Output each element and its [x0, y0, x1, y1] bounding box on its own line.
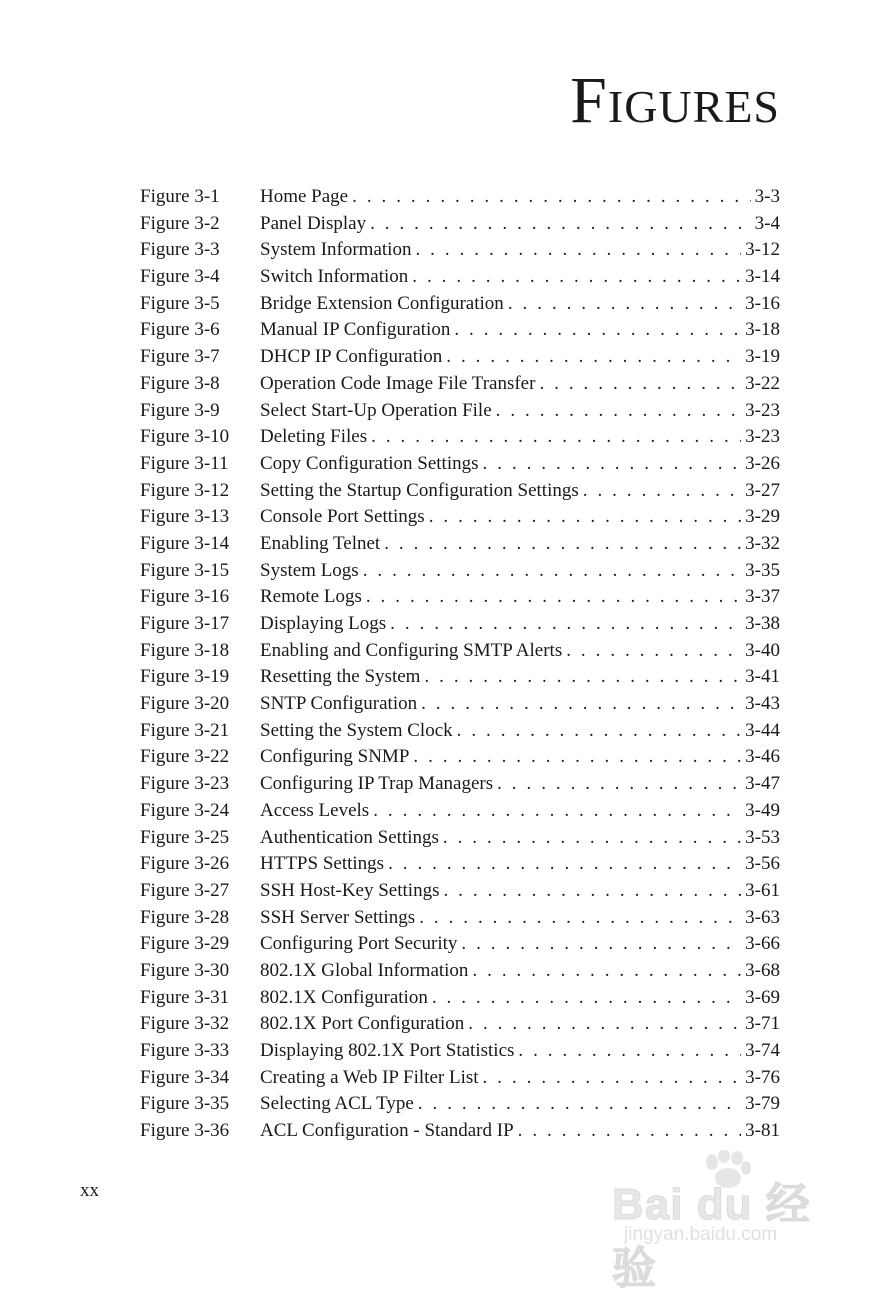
- figure-title[interactable]: Console Port Settings: [260, 506, 425, 528]
- figure-page: 3-26: [745, 452, 780, 474]
- figure-title[interactable]: System Logs: [260, 559, 359, 581]
- figure-entry[interactable]: [140, 560, 780, 587]
- figure-entry[interactable]: [140, 186, 780, 213]
- figure-number: Figure 3-21: [140, 719, 230, 741]
- baidu-watermark: [612, 1150, 842, 1293]
- dot-leader: [352, 186, 751, 208]
- figure-title[interactable]: Resetting the System: [260, 666, 421, 688]
- page-title: Figures: [570, 64, 780, 137]
- figure-number: Figure 3-28: [140, 906, 230, 928]
- figure-title[interactable]: Copy Configuration Settings: [260, 452, 479, 474]
- figure-number: Figure 3-30: [140, 959, 230, 981]
- figure-page: 3-47: [745, 773, 780, 795]
- figure-number: Figure 3-22: [140, 746, 230, 768]
- figure-entry[interactable]: [140, 640, 780, 667]
- figure-number: Figure 3-34: [140, 1066, 230, 1088]
- figure-number: Figure 3-26: [140, 853, 230, 875]
- figure-page: 3-38: [745, 613, 780, 634]
- dot-leader: [429, 506, 741, 528]
- figure-title[interactable]: Displaying 802.1X Port Statistics: [260, 1040, 515, 1061]
- figure-entry[interactable]: [140, 853, 780, 880]
- dot-leader: [413, 746, 741, 768]
- figure-title[interactable]: Configuring IP Trap Managers: [260, 773, 494, 795]
- figure-page: 3-68: [745, 959, 780, 981]
- figure-list: [140, 186, 780, 1147]
- figure-title[interactable]: Home Page: [260, 186, 349, 207]
- figure-title[interactable]: Creating a Web IP Filter List: [260, 1066, 479, 1088]
- figure-title[interactable]: SSH Server Settings: [260, 906, 416, 928]
- figure-title[interactable]: ACL Configuration - Standard IP: [260, 1120, 514, 1142]
- dot-leader: [468, 1013, 741, 1035]
- figure-number: Figure 3-25: [140, 826, 230, 848]
- figure-page: 3-37: [745, 586, 780, 608]
- dot-leader: [461, 933, 741, 955]
- figure-number: Figure 3-10: [140, 426, 230, 448]
- figure-title[interactable]: Operation Code Image File Transfer: [260, 372, 536, 394]
- figure-title[interactable]: Switch Information: [260, 266, 409, 288]
- figure-title[interactable]: Setting the System Clock: [260, 719, 453, 741]
- dot-leader: [432, 987, 741, 1009]
- figure-number: Figure 3-6: [140, 319, 220, 341]
- dot-leader: [496, 400, 742, 422]
- figure-entry[interactable]: [140, 1040, 780, 1067]
- dot-leader: [390, 613, 741, 635]
- figure-page: 3-76: [745, 1066, 780, 1088]
- figure-title[interactable]: Manual IP Configuration: [260, 319, 451, 341]
- figure-number: Figure 3-1: [140, 186, 220, 207]
- dot-leader: [371, 426, 741, 448]
- figure-number: Figure 3-9: [140, 399, 220, 421]
- figure-number: Figure 3-23: [140, 773, 230, 795]
- figure-entry[interactable]: [140, 426, 780, 453]
- figure-entry[interactable]: [140, 613, 780, 640]
- watermark-url: jingyan.baidu.com: [624, 1224, 778, 1245]
- figure-title[interactable]: Panel Display: [260, 212, 367, 234]
- figure-entry[interactable]: [140, 746, 780, 773]
- figure-entry[interactable]: [140, 880, 780, 907]
- figure-entry[interactable]: [140, 506, 780, 533]
- figure-page: 3-35: [745, 559, 780, 581]
- figure-page: 3-23: [745, 399, 780, 421]
- figure-number: Figure 3-11: [140, 452, 229, 474]
- dot-leader: [419, 907, 741, 929]
- figure-number: Figure 3-19: [140, 666, 230, 688]
- figure-entry[interactable]: [140, 987, 780, 1014]
- figure-number: Figure 3-31: [140, 986, 230, 1008]
- dot-leader: [421, 693, 741, 715]
- figure-title[interactable]: System Information: [260, 239, 412, 261]
- figure-page: 3-43: [745, 693, 780, 715]
- figure-page: 3-44: [745, 719, 780, 741]
- figure-title[interactable]: 802.1X Global Information: [260, 959, 469, 981]
- dot-leader: [583, 480, 741, 502]
- figure-page: 3-40: [745, 639, 780, 661]
- dot-leader: [483, 1067, 742, 1089]
- figure-number: Figure 3-16: [140, 586, 230, 608]
- figure-page: 3-27: [745, 479, 780, 501]
- figure-title[interactable]: Bridge Extension Configuration: [260, 292, 504, 314]
- figure-page: 3-46: [745, 746, 780, 768]
- figure-number: Figure 3-32: [140, 1013, 230, 1035]
- dot-leader: [412, 266, 741, 288]
- dot-leader: [388, 853, 741, 875]
- dot-leader: [373, 800, 741, 822]
- figure-title[interactable]: Enabling Telnet: [260, 532, 381, 554]
- figure-entry[interactable]: [140, 1067, 780, 1094]
- dot-leader: [566, 640, 741, 662]
- figure-number: Figure 3-33: [140, 1040, 230, 1061]
- figure-title[interactable]: Configuring SNMP: [260, 746, 410, 768]
- dot-leader: [363, 560, 741, 582]
- dot-leader: [366, 586, 741, 608]
- figure-page: 3-66: [745, 933, 780, 955]
- dot-leader: [443, 827, 741, 849]
- figure-number: Figure 3-14: [140, 532, 230, 554]
- figure-page: 3-19: [745, 346, 780, 368]
- figure-entry[interactable]: [140, 960, 780, 987]
- figure-title[interactable]: Select Start-Up Operation File: [260, 399, 492, 421]
- figure-number: Figure 3-35: [140, 1093, 230, 1115]
- figure-number: Figure 3-3: [140, 239, 220, 261]
- figure-entry[interactable]: [140, 720, 780, 747]
- figure-title[interactable]: Displaying Logs: [260, 613, 387, 634]
- figure-entry[interactable]: [140, 293, 780, 320]
- figure-entry[interactable]: [140, 1093, 780, 1120]
- figure-page: 3-18: [745, 319, 780, 341]
- figure-title[interactable]: DHCP IP Configuration: [260, 346, 443, 368]
- figure-page: 3-74: [745, 1040, 780, 1061]
- figure-entry[interactable]: [140, 533, 780, 560]
- figure-number: Figure 3-24: [140, 799, 230, 821]
- figure-title[interactable]: Setting the Startup Configuration Settings: [260, 479, 579, 501]
- figure-number: Figure 3-13: [140, 506, 230, 528]
- dot-leader: [384, 533, 741, 555]
- figure-page: 3-69: [745, 986, 780, 1008]
- figure-title[interactable]: Deleting Files: [260, 426, 368, 448]
- figure-number: Figure 3-27: [140, 879, 230, 901]
- figure-title[interactable]: Selecting ACL Type: [260, 1093, 414, 1115]
- figure-page: 3-61: [745, 879, 780, 901]
- figure-title[interactable]: SSH Host-Key Settings: [260, 879, 440, 901]
- dot-leader: [518, 1040, 741, 1062]
- figure-page: 3-71: [745, 1013, 780, 1035]
- page-number: xx: [80, 1180, 99, 1201]
- dot-leader: [472, 960, 741, 982]
- dot-leader: [457, 720, 742, 742]
- dot-leader: [483, 453, 742, 475]
- figure-page: 3-79: [745, 1093, 780, 1115]
- figure-title[interactable]: 802.1X Port Configuration: [260, 1013, 465, 1035]
- figure-number: Figure 3-18: [140, 639, 230, 661]
- figure-entry[interactable]: [140, 213, 780, 240]
- dot-leader: [415, 239, 741, 261]
- figure-page: 3-22: [745, 372, 780, 394]
- dot-leader: [424, 666, 741, 688]
- figure-title[interactable]: Remote Logs: [260, 586, 362, 608]
- figure-page: 3-63: [745, 906, 780, 928]
- figure-title[interactable]: Configuring Port Security: [260, 933, 458, 955]
- figure-title[interactable]: SNTP Configuration: [260, 693, 418, 715]
- dot-leader: [508, 293, 741, 315]
- figure-entry[interactable]: [140, 319, 780, 346]
- figure-number: Figure 3-2: [140, 212, 220, 234]
- figure-page: 3-3: [754, 186, 780, 207]
- figure-page: 3-56: [745, 853, 780, 875]
- dot-leader: [539, 373, 741, 395]
- figure-page: 3-53: [745, 826, 780, 848]
- figure-number: Figure 3-12: [140, 479, 230, 501]
- dot-leader: [497, 773, 741, 795]
- figure-number: Figure 3-36: [140, 1120, 230, 1142]
- figure-entry[interactable]: [140, 586, 780, 613]
- figure-entry[interactable]: [140, 773, 780, 800]
- figure-title[interactable]: Enabling and Configuring SMTP Alerts: [260, 639, 563, 661]
- figure-entry[interactable]: [140, 907, 780, 934]
- figure-number: Figure 3-4: [140, 266, 220, 288]
- dot-leader: [518, 1120, 742, 1142]
- figure-title[interactable]: HTTPS Settings: [260, 853, 385, 875]
- figure-entry[interactable]: [140, 666, 780, 693]
- figure-entry[interactable]: [140, 453, 780, 480]
- figure-page: 3-4: [754, 212, 780, 234]
- figure-entry[interactable]: [140, 346, 780, 373]
- dot-leader: [443, 880, 741, 902]
- watermark-logo: Bai du 经验: [612, 1180, 811, 1293]
- dot-leader: [370, 213, 751, 235]
- figure-entry[interactable]: [140, 693, 780, 720]
- figure-number: Figure 3-5: [140, 292, 220, 314]
- figure-number: Figure 3-29: [140, 933, 230, 955]
- figure-entry[interactable]: [140, 373, 780, 400]
- figure-page: 3-16: [745, 292, 780, 314]
- figure-number: Figure 3-8: [140, 372, 220, 394]
- figure-entry[interactable]: [140, 266, 780, 293]
- figure-page: 3-12: [745, 239, 780, 261]
- figure-page: 3-81: [745, 1120, 780, 1142]
- dot-leader: [418, 1093, 741, 1115]
- figure-entry[interactable]: [140, 239, 780, 266]
- figure-entry[interactable]: [140, 827, 780, 854]
- figure-number: Figure 3-7: [140, 346, 220, 368]
- dot-leader: [446, 346, 741, 368]
- figure-page: 3-49: [745, 799, 780, 821]
- figure-entry[interactable]: [140, 800, 780, 827]
- figure-entry[interactable]: [140, 400, 780, 427]
- figure-page: 3-14: [745, 266, 780, 288]
- figure-page: 3-41: [745, 666, 780, 688]
- figure-number: Figure 3-15: [140, 559, 230, 581]
- figure-number: Figure 3-20: [140, 693, 230, 715]
- dot-leader: [454, 319, 741, 341]
- figure-entry[interactable]: [140, 1120, 780, 1147]
- figure-page: 3-29: [745, 506, 780, 528]
- figure-title[interactable]: Access Levels: [260, 799, 370, 821]
- figure-title[interactable]: 802.1X Configuration: [260, 986, 428, 1008]
- figure-entry[interactable]: [140, 1013, 780, 1040]
- figure-number: Figure 3-17: [140, 613, 230, 634]
- figure-page: 3-32: [745, 532, 780, 554]
- figure-entry[interactable]: [140, 933, 780, 960]
- figure-page: 3-23: [745, 426, 780, 448]
- figure-entry[interactable]: [140, 480, 780, 507]
- figure-title[interactable]: Authentication Settings: [260, 826, 439, 848]
